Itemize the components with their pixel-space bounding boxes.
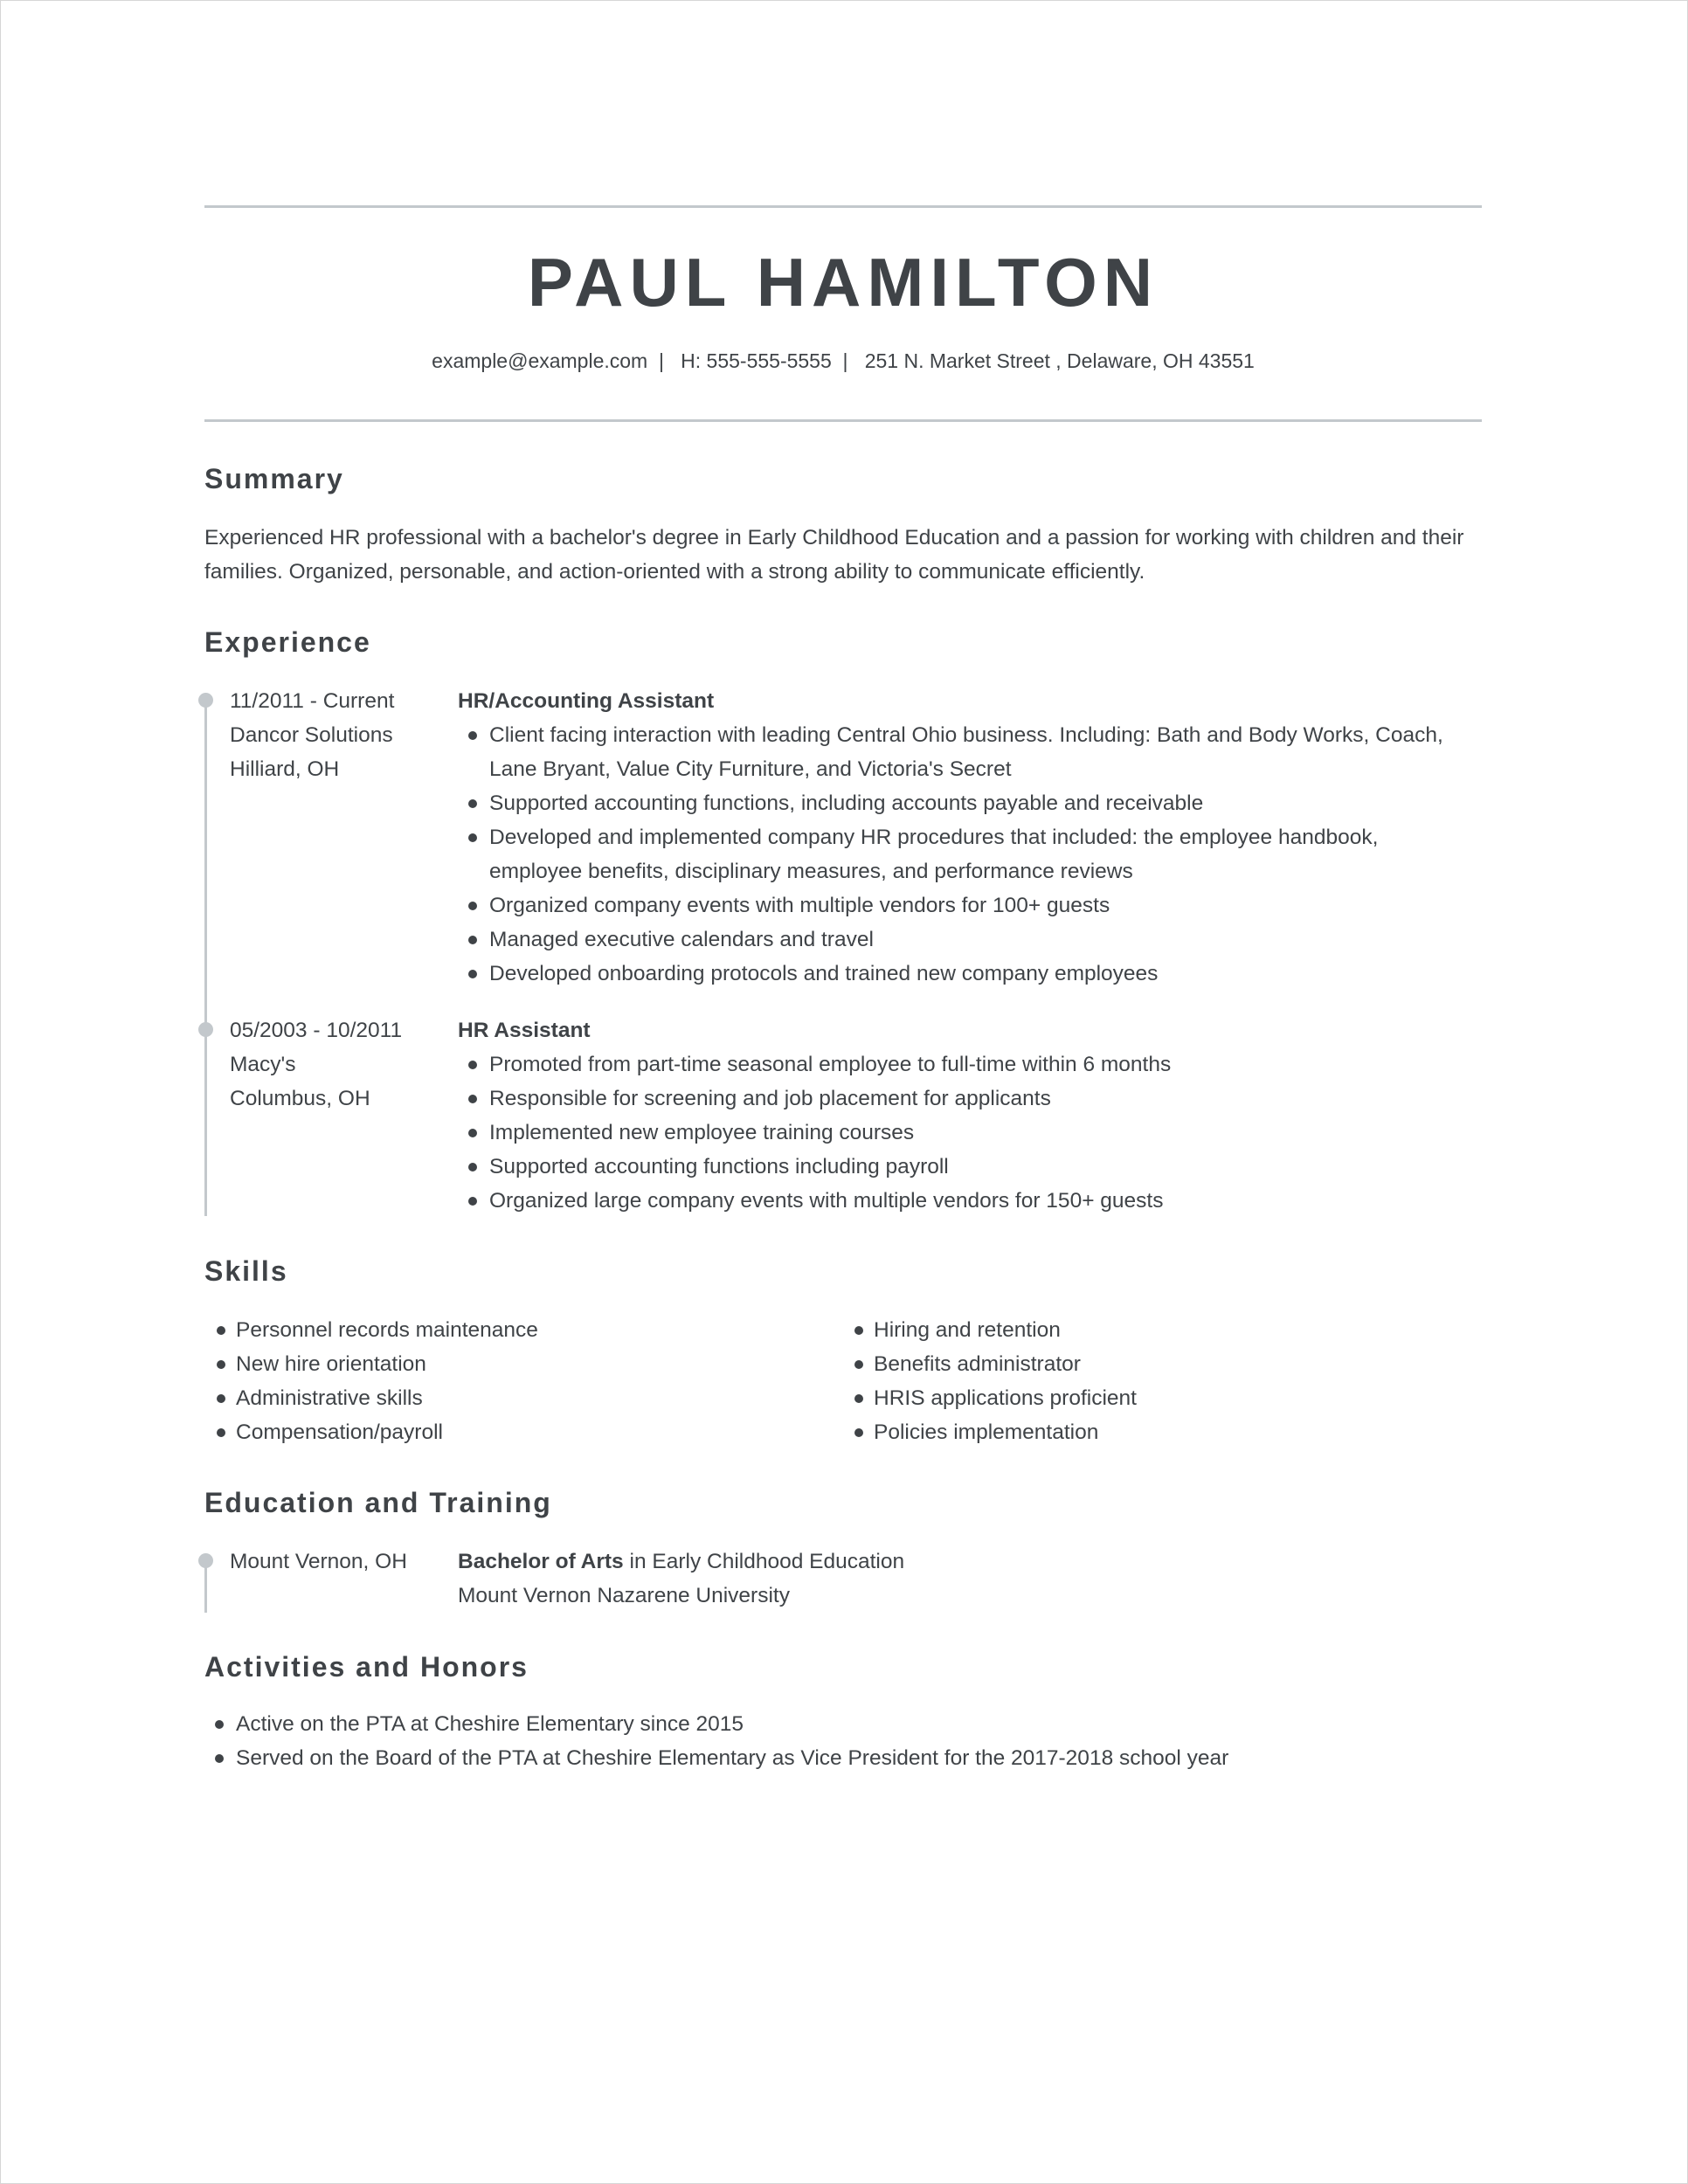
timeline-dot	[198, 1022, 213, 1037]
job-company: Dancor Solutions	[230, 723, 393, 747]
contact-line: example@example.com | H: 555-555-5555 | 251 N. Market Street , Delaware, OH 43551	[432, 349, 1255, 372]
education-details	[458, 1545, 1471, 1613]
activities-heading: Activities and Honors	[204, 1651, 529, 1683]
skill-item: Administrative skills	[204, 1381, 816, 1415]
bullet-item: Implemented new employee training courses	[458, 1116, 1471, 1150]
header-divider	[204, 419, 1482, 422]
degree: Bachelor of Arts	[458, 1550, 624, 1573]
job-bullets	[458, 1047, 1471, 1218]
job-location: Hilliard, OH	[230, 757, 340, 781]
timeline-dot	[198, 1553, 213, 1568]
education-heading: Education and Training	[204, 1487, 552, 1518]
skill-item: Benefits administrator	[842, 1347, 1454, 1381]
top-divider	[204, 205, 1482, 208]
job-dates: 11/2011 - Current	[230, 689, 395, 713]
skill-item: Hiring and retention	[842, 1313, 1454, 1347]
timeline-dot	[198, 693, 213, 708]
skills-heading: Skills	[204, 1255, 288, 1287]
activity-item: Served on the Board of the PTA at Cheshire Elementary as Vice President for the 2017-2018 school year	[204, 1741, 1482, 1775]
bullet-item: Developed onboarding protocols and trained new company employees	[458, 957, 1471, 991]
bullet-item: Supported accounting functions including payroll	[458, 1150, 1471, 1184]
job-details	[458, 1013, 1471, 1218]
job-company: Macy's	[230, 1053, 296, 1076]
bullet-item: Promoted from part-time seasonal employee to full-time within 6 months	[458, 1047, 1471, 1082]
skill-item: Personnel records maintenance	[204, 1313, 816, 1347]
job-location: Columbus, OH	[230, 1087, 370, 1110]
job-title: HR Assistant	[458, 1019, 591, 1042]
school-name: Mount Vernon Nazarene University	[458, 1584, 790, 1607]
experience-heading: Experience	[204, 626, 371, 658]
bullet-item: Managed executive calendars and travel	[458, 923, 1471, 957]
experience-timeline	[204, 695, 207, 1216]
summary-heading: Summary	[204, 463, 344, 494]
skills-column-right	[842, 1313, 1454, 1449]
skill-item: HRIS applications proficient	[842, 1381, 1454, 1415]
job-meta	[230, 684, 457, 786]
bullet-item: Client facing interaction with leading Central Ohio business. Including: Bath and Body Works, Coach, Lane Bryant, Value City Furniture, and Victoria's Secret	[458, 718, 1471, 786]
job-title: HR/Accounting Assistant	[458, 689, 715, 713]
bullet-item: Organized company events with multiple vendors for 100+ guests	[458, 888, 1471, 923]
education-location: Mount Vernon, OH	[230, 1550, 407, 1573]
skill-item: Compensation/payroll	[204, 1415, 816, 1449]
summary-text: Experienced HR professional with a bachelor's degree in Early Childhood Education and a passion for working with children and their families. Organized, personable, and action-oriented with a strong ability to communicate efficiently.	[204, 526, 1464, 584]
bullet-item: Developed and implemented company HR procedures that included: the employee handbook, employee benefits, disciplinary measures, and performance reviews	[458, 820, 1471, 888]
bullet-item: Supported accounting functions, including accounts payable and receivable	[458, 786, 1471, 820]
skills-column-left	[204, 1313, 816, 1449]
job-details	[458, 684, 1471, 991]
field-of-study: in Early Childhood Education	[623, 1550, 905, 1573]
bullet-item: Responsible for screening and job placement for applicants	[458, 1082, 1471, 1116]
bullet-item: Organized large company events with multiple vendors for 150+ guests	[458, 1184, 1471, 1218]
job-meta	[230, 1013, 457, 1116]
skill-item: Policies implementation	[842, 1415, 1454, 1449]
job-bullets	[458, 718, 1471, 991]
activity-item: Active on the PTA at Cheshire Elementary since 2015	[204, 1707, 1482, 1741]
candidate-name: PAUL HAMILTON	[527, 244, 1159, 321]
job-dates: 05/2003 - 10/2011	[230, 1019, 403, 1042]
skill-item: New hire orientation	[204, 1347, 816, 1381]
activities-list	[204, 1707, 1482, 1775]
